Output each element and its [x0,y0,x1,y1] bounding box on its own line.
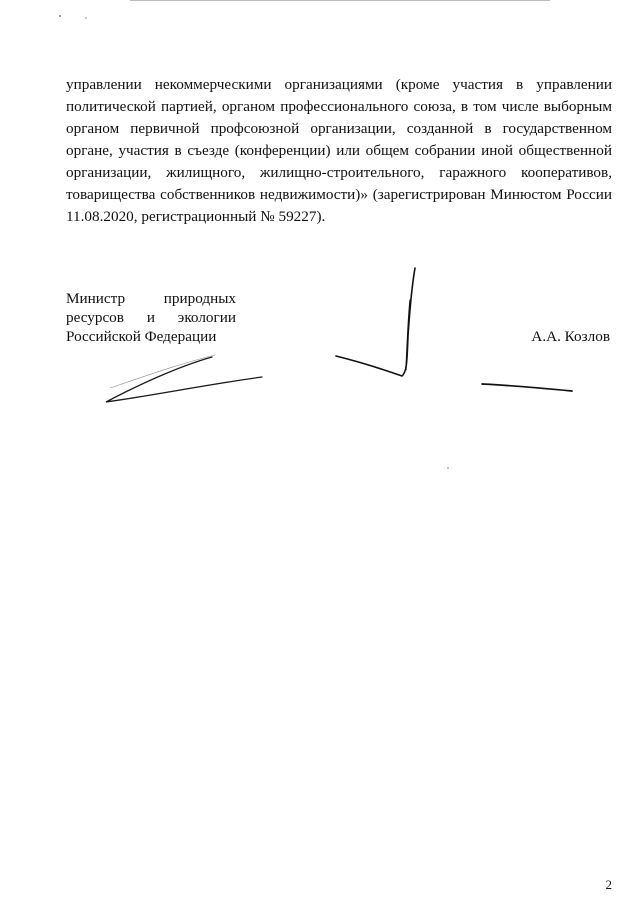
signature-stroke-right [482,384,572,391]
signer-title [66,289,236,346]
signature-hairline [110,355,215,388]
scan-speck [59,15,61,17]
paragraph-line: организации, жилищного, жилищно-строительного, гаражного кооперативов, [66,164,612,181]
scan-speck [447,467,449,469]
top-edge-line [130,0,550,1]
paragraph-line: 11.08.2020, регистрационный № 59227). [66,208,326,225]
scan-speck [85,17,86,18]
signer-title-line: ресурсов и экологии [66,309,236,326]
signer-title-line: Министр природных [66,290,236,307]
body-paragraph [66,74,612,228]
paragraph-line: органом первичной профсоюзной организации, созданной в государственном [66,120,612,137]
signature-stroke-center-inner [406,300,410,370]
page-number: 2 [605,877,612,892]
paragraph-line: политической партией, органом профессионального союза, в том числе выборным [66,98,612,115]
paragraph-line: органе, участия в съезде (конференции) или общем собрании иной общественной [66,142,612,159]
paragraph-line: товарищества собственников недвижимости)» (зарегистрирован Минюстом России [66,186,612,203]
signature-stroke-center [336,268,415,376]
signature-stroke-left [106,357,262,402]
paragraph-line: управлении некоммерческими организациями (кроме участия в управлении [66,76,612,93]
signer-title-line: Российской Федерации [66,328,217,345]
signer-name: А.А. Козлов [531,328,610,345]
